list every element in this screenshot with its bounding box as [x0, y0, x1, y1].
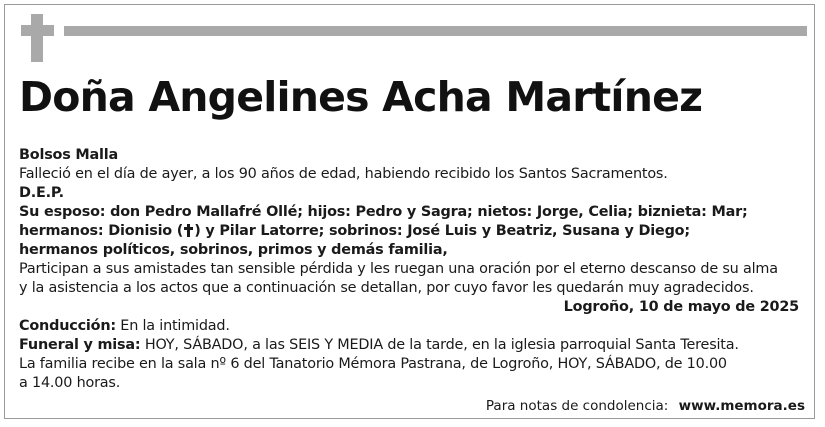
- header-rule: [64, 26, 807, 36]
- place-date: Logroño, 10 de mayo de 2025: [563, 299, 799, 315]
- funeral-label: Funeral y misa:: [19, 337, 141, 353]
- funeral-text: HOY, SÁBADO, a las SEIS Y MEDIA de la tarde, en la iglesia parroquial Santa Teresita.: [140, 337, 739, 353]
- family-line-3: hermanos políticos, sobrinos, primos y demás familia,: [19, 242, 448, 258]
- invitation-line-1: Participan a sus amistades tan sensible pérdida y les ruegan una oración por el eterno descanso de su alma: [19, 261, 778, 277]
- death-notice-line: Falleció en el día de ayer, a los 90 años de edad, habiendo recibido los Santos Sacramentos.: [19, 166, 668, 182]
- company-line: Bolsos Malla: [19, 147, 119, 163]
- condolence-label: Para notas de condolencia:: [485, 398, 669, 414]
- family-line-2-end: ) y Pilar Latorre; sobrinos: José Luis y Beatriz, Susana y Diego;: [194, 223, 690, 239]
- deceased-cross-icon: [184, 224, 193, 237]
- family-line-1: Su esposo: don Pedro Mallafré Ollé; hijos: Pedro y Sagra; nietos: Jorge, Celia; biznieta: Mar;: [19, 204, 748, 220]
- visitation-line-2: a 14.00 horas.: [19, 375, 121, 391]
- funeral-line: [19, 336, 799, 355]
- conduccion-line: [19, 317, 799, 336]
- conduccion-label: Conducción:: [19, 318, 116, 334]
- cross-icon: [31, 14, 43, 62]
- cross-icon-arm: [21, 25, 54, 36]
- deceased-name: Doña Angelines Acha Martínez: [19, 73, 703, 121]
- dep-line: D.E.P.: [19, 185, 64, 201]
- invitation-line-2: y la asistencia a los actos que a continuación se detallan, por cuyo favor les quedarán muy agradecidos.: [19, 280, 754, 296]
- family-line-2-start: hermanos: Dionisio (: [19, 223, 184, 239]
- conduccion-text: En la intimidad.: [115, 318, 230, 334]
- notice-body: [19, 146, 799, 393]
- condolence-link[interactable]: www.memora.es: [678, 398, 805, 414]
- visitation-line-1: La familia recibe en la sala nº 6 del Tanatorio Mémora Pastrana, de Logroño, HOY, SÁBADO, de 10.00: [19, 356, 727, 372]
- family-line-2: [19, 222, 799, 241]
- condolence-footer: [486, 398, 805, 414]
